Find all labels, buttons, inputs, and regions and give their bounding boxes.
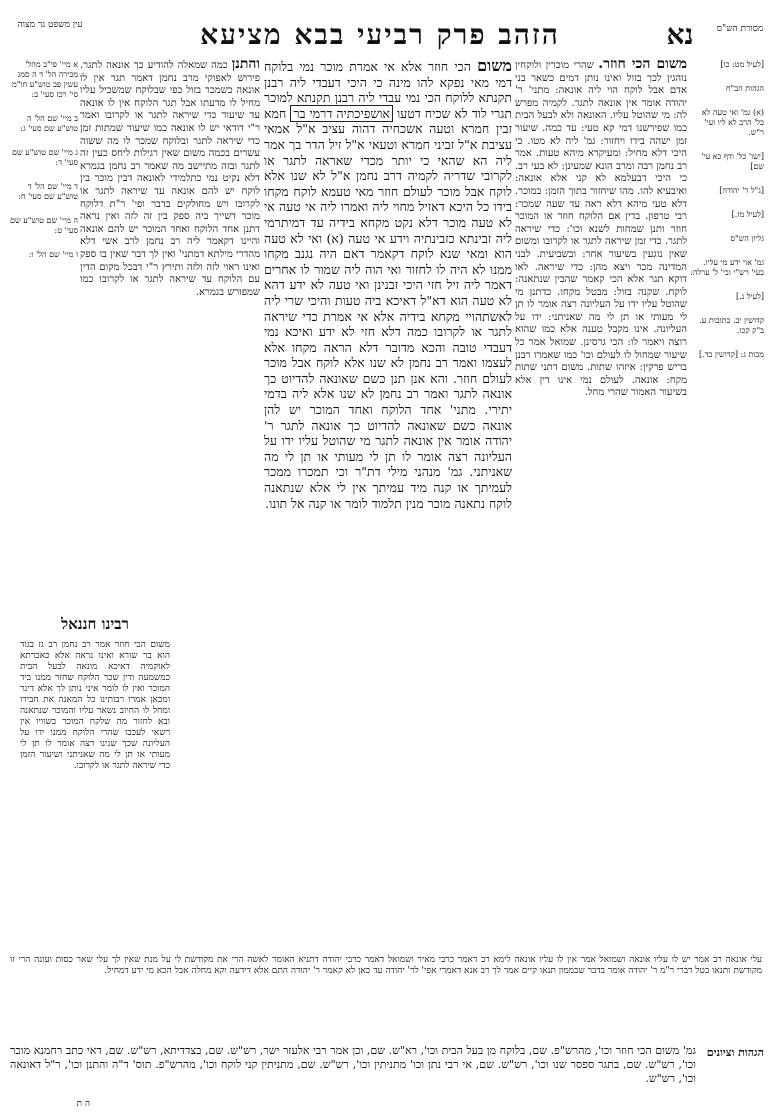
masoret-hashas-column bbox=[690, 60, 764, 1020]
rashi-column bbox=[515, 58, 687, 958]
ein-mishpat-entry: ה מיי' שם טוש"ע שם סעי' ט: bbox=[10, 216, 78, 235]
hagahot-title: הגהות וציונים bbox=[706, 1046, 764, 1059]
ein-mishpat-entry: ג מיי' שם טוש"ע שם סעי' ד: bbox=[11, 148, 78, 167]
masoret-entry: (א) גמ' ואי טעה לא כל' הרב לא ליו ועי' ר"ש. bbox=[701, 108, 764, 137]
gemara-opener: משום bbox=[477, 56, 512, 75]
rabbeinu-chananel-title: רבינו חננאל bbox=[61, 615, 129, 633]
rabbeinu-chananel-text: משום הכי חוזר אמר רב נחמן רב גז בגוד הוא בר שורא ואינו נראה אלא כאכרתא לאוקמיה דאיכא מונאה לבעל הבית כמשמעה ודין שכר הלוקח שחזר ממנו ביד המוכר ואין לו לומר איני נותן לך אלא דינר ומכאן אמרו רבותינו כל המאנה את חבירו ומחל לו החיוב נשאר עליו והמוכר שנתאנה ובא לחזור מה שלקח המוכר בשוויו אין רשאי לעכבו שהרי הלוקח ממנו ידו על העליונה שכך שנינו רצה אומר לו תן לי מעותי או תן לי מה שאניתני ושיעור הזמן כדי שיראה לתגר או לקרובו. bbox=[20, 640, 170, 771]
boxed-phrase: אושפיכתיה דרמי בר bbox=[290, 105, 393, 122]
masoret-entry: [ישו' כל' ודף כא עי' שם] bbox=[701, 152, 764, 171]
masoret-entry: קדושין יב. כתובות ע. ב"ק קכו. bbox=[699, 316, 764, 335]
masoret-entry: [ג"ל ר' יהודה] bbox=[719, 186, 764, 195]
rashi-text: שהרי מוכרין ולוקחין נוהגין לכך בזול ואינו נותן דמים כשאר בני אדם אבל לוקח הוי ליה אונאה: מתני' ר' יהודה אומר אין אונאה לתגר. לקמיה מפרש לה: מי שהוטל עליו. האונאה ולא לבעל הבית כמו שפירשנו דמי קא טעי: עד כמה. שיעור זמן ישהה בידו ויחזור: גמ' ליה לא מטו. כי היכי דלא מחיל: ומעיקרא מיהא טעות. אמר רב נחמן רבה ומרב הונא שמעינן: לא בעי רב. כי היכי דבעלמא לא קני אלא אונאה: ואיבעיא להו. מהו שיחזור בתוך הזמן: במוכר. דלא טעי מיהא דלא ראה עד שעה שמכר: רבי טרפון. בדין אם הלוקח חוזר או המוכר חוזר ותנן שמחות לשנא וכו': כדי שיראה לתגר. כדי זמן שיראה לתגר או לקרובו ומשום שאין נוגעין בשיעור אחר: ובשביעית. לבני המדינה מכר ויצא מהן: כדי שיראה. לאו דוקא תגר אלא הכי קאמר שהבין שנתאנה: לוקח. שקנה בזול: מבטל מקחו. כדתנן מי שהוטל עליו ידו על העליונה רצה אומר לו תן לי מעותי או תן לי מה שאניתני: ידו על העליונה. אינו מקבל טענה אלא כמו שהוא רוצה ויאמר לו: הכי גרסינן. שמואל אמר כל שיעור שמחול לו לעולם וכו' כמו שאמרו רבנן בריש פרקין: איזהו שתות. משום דתני שתות מקח: אונאה. לעולם נמי אינו דין אלא בשיעור האמור שהרי מחל. bbox=[515, 60, 687, 399]
masoret-entry: מכות ג: [קדושין כד.] bbox=[698, 350, 764, 359]
hagahot-habach-heading: הגהות הב"ח bbox=[725, 84, 764, 93]
gemara-text: הכי חוזר אלא אי אמרת מוכר נמי בלוקח דמי מאי נפקא להו מינה כי היכי דעבדי ליה רבנן תקנתא ללוקח הכי נמי עבדי ליה רבנן תקנתא למוכר תגרי לוד לא שכיח דטעו bbox=[264, 59, 512, 121]
gemara-text-continued: חמא זבין חמרא וטעה אשכחיה דהוה עציב א"ל אמאי עציבת א"ל זביני חמרא וטעאי א"ל זיל הדר בך אמר ליה הא שהאי כי יותר מכדי שאראה לתגר או לקרובי שדריה לקמיה דרב נחמן א"ל לא שנו אלא לוקח אבל מוכר לעולם חוזר מאי טעמא לוקח מקחו בידו כל היכא דאזיל מחוי ליה ואמרו ליה אי טעה אי לא טעה מוכר דלא נקט מקחא בידיה עד דמיתרמי ליה זבינתא כזבינתיה וידע אי טעה (א) ואי לא טעה הוא ומאי שנא לוקח דקאמר דאם היה נגנב מקחו ממנו לא היה לו לחזור ואי הוה ליה שמור לו אחרים דאמר ליה זיל חזי היכי זבנינן ואי טעה לא ידע דהא לא טעה הוא דא"ל דאיכא ביה טעות והיכי שרי ליה לאשתהויי מקחא בידיה אלא אי אמרת כדי שיראה לתגר או לקרובו כמה דלא חזי לא ידע ואיכא נמי דעבדי טובה והכא מדובר דלא הראה מקחו אלא לעצמו ואמר רב נחמן לא שנו אלא לוקח אבל מוכר לעולם חוזר. והא אנן תנן כשם שאונאה להדיוט כך אונאה לתגר ואמר רב נחמן לא שנו אלא ליה בדמי יתירי. מתני' אחד הלוקח ואחד המוכר יש להן אונאה כשם שאונאה להדיוט כך אונאה לתגר ר' יהודה אומר אין אונאה לתגר מי שהוטל עליו ידו על העליונה רצה אומר לו תן לי מעותי או תן לי מה שאניתני. גמ' מנהני מילי דת"ר וכי תמכרו ממכר לעמיתך או קנה מיד עמיתך אין לי אלא שנתאנה לוקח נתאנה מוכר מנין תלמוד לומר או קנה אל תונו. bbox=[264, 105, 512, 511]
gemara-continuation: עלי אונאה רב אמר יש לו עליו אונאה ושמואל אמר אין לו עליו אונאה לימא רב דאמר כרבי מאיר ושמואל דאמר כרבי יהודה דתניא האומר לאשה הרי את מקודשת לי על מנת שאין לך עלי שאר כסות ועונה הרי זו מקודשת ותנאו בטל דברי ר"מ ר' יהודה אומר בדבר שבממון תנאו קיים אמר לך רב אנא דאמרי אפי' לר' יהודה עד כאן לא קאמר ר' יהודה התם אלא דידעה וקא מחלה אבל הכא מי ידע דמחיל. bbox=[10, 955, 762, 976]
masoret-entry: גמ' אוי ידע מי עליו. בעי' רש"י ובי' ל' ערלה: bbox=[690, 258, 764, 277]
ein-mishpat-entry: ד מיי' שם הל' ד טוש"ע שם סעי' ח: bbox=[18, 182, 78, 201]
ein-mishpat-entry: ו מיי' שם הל' ו: bbox=[28, 250, 78, 259]
rashi-opener: משום הכי חוזר. bbox=[598, 56, 687, 72]
page-title: הזהב פרק רביעי בבא מציעא bbox=[200, 18, 560, 51]
tosafot-opener: והתנן bbox=[231, 56, 260, 72]
gilyon-hashas-heading: גליון הש"ס bbox=[730, 234, 764, 243]
ein-mishpat-entry: ב מיי' שם הל' ה טוש"ע שם סעי' ג: bbox=[20, 114, 78, 133]
masoret-entry: [לעיל מט: כו] bbox=[720, 60, 764, 69]
page-footer: ה ת bbox=[76, 1099, 90, 1109]
gemara-column bbox=[264, 58, 512, 958]
masoret-entry: [לעיל נ.] bbox=[735, 292, 764, 301]
ein-mishpat-heading: עין משפט נר מצוה bbox=[17, 20, 83, 30]
hagahot-text: גמ' משום הכי חוזר וכו', מהרש"פ. שם, בלוקח מן בעל הבית וכו', רא"ש. שם, וכן אמר רבי אלעזר ישר, רש"ש. שם, בצדדיתא, רש"ש. שם, דאי כתב רחמנא מוכר וכו', רש"ש. שם, בתגר ספסר שנו וכו', רש"ש. שם, אי רבי נתן וכו' מתניתין וכו', רש"ש. שם, מתניתין קני לוקח וכו', מהרש"פ. תוס' ד"ה והתנן וכו', ר"ל דאונאה וכו', רש"ש. bbox=[10, 1044, 696, 1085]
masoret-entry: [לעיל מז.] bbox=[731, 210, 764, 219]
ein-mishpat-entry: א מיי' פי"ב מהל' מכירה הל' ד ה סמג עשין פב טוש"ע חו"מ סי' רכז סעי' ב: bbox=[12, 60, 78, 99]
page-header bbox=[10, 18, 762, 58]
tosafot-text: כמה שמאלה להודיע כך אונאה לתגר. פירוש לאפוקי מרב נחמן דאמר תגר אין לו אונאה כשמכר בזול כפי שבלוקח שמשכיל עליו מחיל לו מדעתו אבל תגר הלוקח אין לו אונאה עד שיעור כדי שיראה לתגר או לקרובו ואמר ר"י דודאי יש לו אונאה כמו שיעור שמתות זמן כדי שיראה לתגר ובלוקח שמכר לו מה ששוה עשרים בכמה משום שאין רגילות ליחס כעין זה לתגר ובזה מתיישב מה שאמר רב נחמן בגמרא דלא נקיט נמי כתלמידי לאונאה דבין מוכר בין לוקח יש להם אונאה עד שיראה לתגר או לקרובו ויש מחולקים בדבר ופי' ר"ת דלוקח מוכר דשייך ביה ספק בין זה לזה ואין נראה דתנן אחד הלוקח ואחד המוכר יש להם אונאה והיינו דקאמר ליה רב נחמן לרב אשי דלא מהדרי מילתא דמתני' ואין לך דבר שאין בו ספק ואינו ראוי לזה ולזה ותירץ ר"י דבכל מקום הדין עם הלוקח עד שיראה לתגר או לקרובו כמו שמפורש בגמרא. bbox=[79, 60, 260, 298]
masoret-hashas-heading: מסורת הש"ס bbox=[716, 24, 764, 34]
folio-number: נא bbox=[666, 18, 694, 51]
